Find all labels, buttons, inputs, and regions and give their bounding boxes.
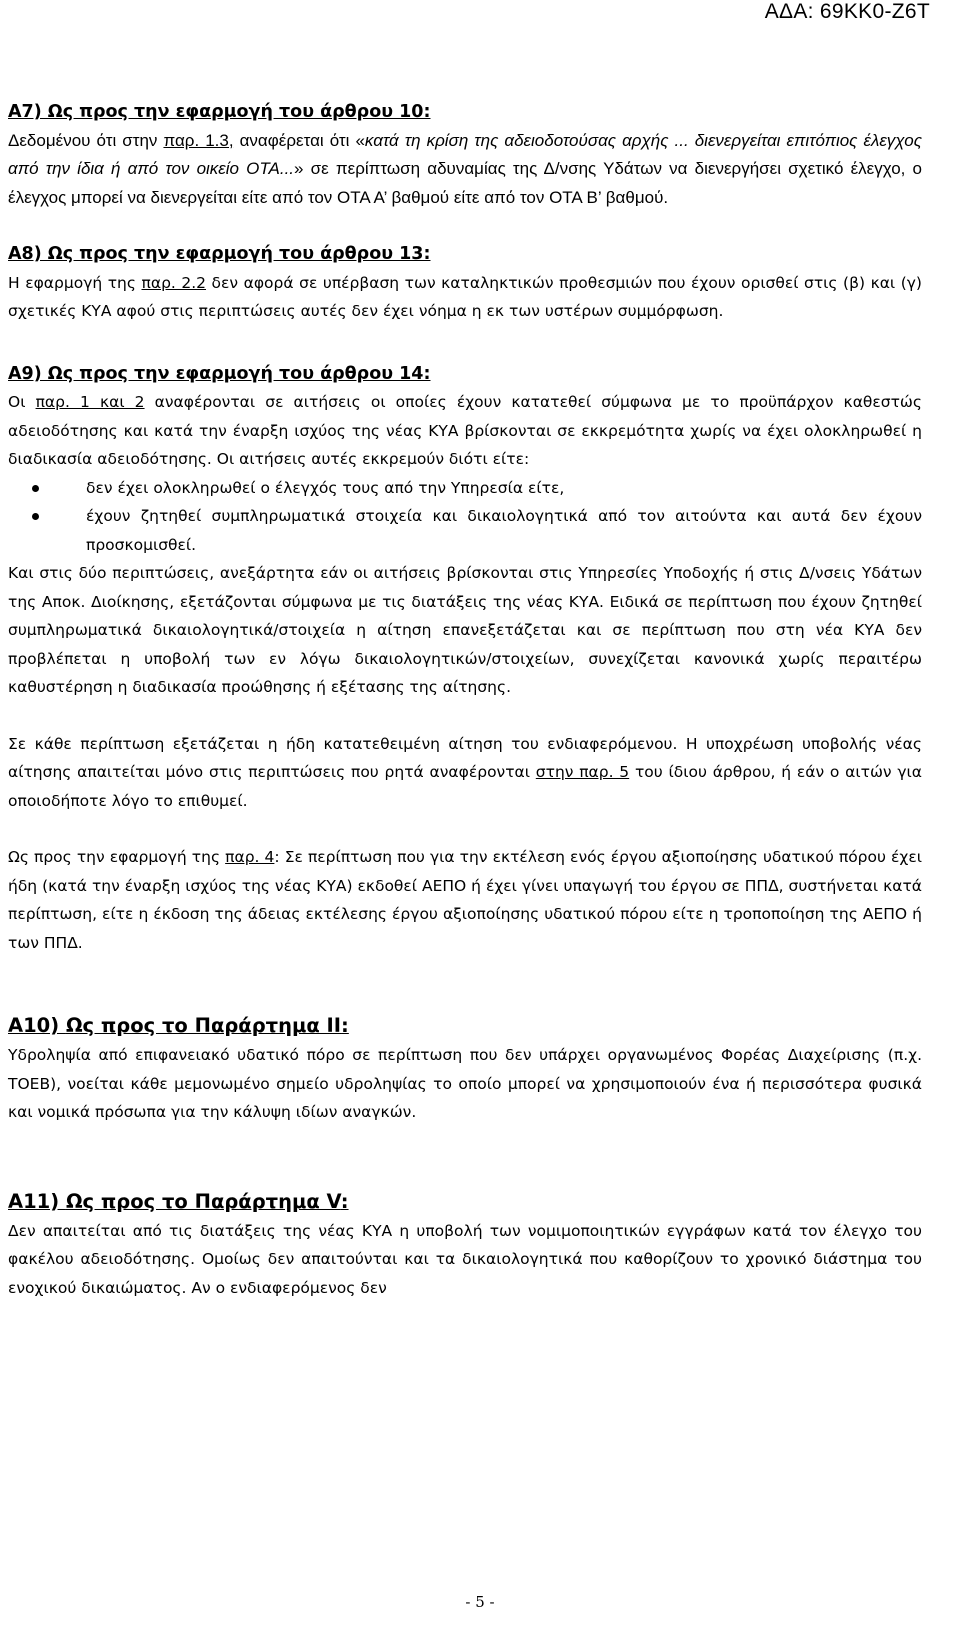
section-a8-heading: Α8) Ως προς την εφαρμογή του άρθρου 13: xyxy=(8,244,431,264)
section-a11-paragraph: Δεν απαιτείται από τις διατάξεις της νέας ΚΥΑ η υποβολή των νομιμοποιητικών εγγράφων κατά τον έλεγχο του φακέλου αδειοδότησης. Ομοίως δεν απαιτούνται και τα δικαιολογητικά που καθορίζουν το χρονικό διάστημα του ενοχικού δικαιώματος. Αν ο ενδιαφερόμενος δεν xyxy=(8,1221,922,1297)
document-body xyxy=(8,98,922,1302)
ada-code: ΑΔΑ: 69ΚΚ0-Ζ6Τ xyxy=(764,0,930,23)
section-a7-paragraph: Δεδομένου ότι στην παρ. 1.3, αναφέρεται ότι «κατά τη κρίση της αδειοδοτούσας αρχής ... διενεργείται επιτόπιος έλεγχος από την ίδια ή από τον οικείο ΟΤΑ...» σε περίπτωση αδυναμίας της Δ/νσης Υδάτων να διενεργήσει σχετικό έλεγχο, ο έλεγχος μπορεί να διενεργείται είτε από τον ΟΤΑ Α’ βαθμού είτε από τον ΟΤΑ Β’ βαθμού. xyxy=(8,130,923,207)
section-a10-paragraph: Υδροληψία από επιφανειακό υδατικό πόρο σε περίπτωση που δεν υπάρχει οργανωμένος Φορέας Διαχείρισης (π.χ. ΤΟΕΒ), νοείται κάθε μεμονωμένο σημείο υδροληψίας το οποίο μπορεί να χρησιμοποιούν ένα ή περισσότερα φυσικά και νομικά πρόσωπα για την κάλυψη ιδίων αναγκών. xyxy=(8,1046,922,1121)
page-number: - 5 - xyxy=(465,1593,495,1611)
section-a8-paragraph: Η εφαρμογή της παρ. 2.2 δεν αφορά σε υπέρβαση των καταληκτικών προθεσμιών που έχουν ορισθεί στις (β) και (γ) σχετικές ΚΥΑ αφού στις περιπτώσεις αυτές δεν έχει νόημα η εκ των υστέρων συμμόρφωση. xyxy=(8,273,922,320)
section-a9-heading: Α9) Ως προς την εφαρμογή του άρθρου 14: xyxy=(8,363,431,384)
section-a9-paragraph-4: Ως προς την εφαρμογή της παρ. 4: Σε περίπτωση που για την εκτέλεση ενός έργου αξιοποίησης υδατικού πόρου έχει ήδη (κατά την έναρξη ισχύος της νέας ΚΥΑ) εκδοθεί ΑΕΠΟ ή έχει γίνει υπαγωγή του έργου σε ΠΠΔ, συστήνεται κατά περίπτωση, είτε η έκδοση της άδειας εκτέλεσης έργου αξιοποίησης υδατικού πόρου είτε η τροποποίηση της ΑΕΠΟ ή των ΠΠΔ. xyxy=(8,848,923,952)
bullet-list xyxy=(8,474,922,560)
bullet-icon xyxy=(32,513,39,520)
section-a9-paragraph-1: Οι παρ. 1 και 2 αναφέρονται σε αιτήσεις οι οποίες έχουν κατατεθεί σύμφωνα με το προϋπάρχον καθεστώς αδειοδότησης και κατά την έναρξη ισχύος της νέας ΚΥΑ βρίσκονται σε εκκρεμότητα χωρίς να έχει ολοκληρωθεί η διαδικασία αδειοδότησης. Οι αιτήσεις αυτές εκκρεμούν διότι είτε: xyxy=(8,393,922,468)
list-item: δεν έχει ολοκληρωθεί ο έλεγχός τους από την Υπηρεσία είτε, xyxy=(72,474,922,503)
section-a11-heading: Α11) Ως προς το Παράρτημα V: xyxy=(8,1189,349,1213)
section-a7-heading: Α7) Ως προς την εφαρμογή του άρθρου 10: xyxy=(8,102,431,122)
ref-link: παρ. 1.3, xyxy=(163,130,234,150)
ref-link: παρ. 4 xyxy=(225,848,275,866)
quote: κατά τη κρίση της αδειοδοτούσας αρχής ... διενεργείται επιτόπιος έλεγχος από την ίδια ή από τον οικείο ΟΤΑ... xyxy=(8,130,923,178)
list-item: έχουν ζητηθεί συμπληρωματικά στοιχεία και δικαιολογητικά από τον αιτούντα και αυτά δεν έχουν προσκομισθεί. xyxy=(72,502,922,559)
section-a10-heading: Α10) Ως προς το Παράρτημα ΙΙ: xyxy=(8,1014,349,1037)
section-a9-paragraph-3: Σε κάθε περίπτωση εξετάζεται η ήδη κατατεθειμένη αίτηση του ενδιαφερόμενου. Η υποχρέωση υποβολής νέας αίτησης απαιτείται μόνο στις περιπτώσεις που ρητά αναφέρονται στην παρ. 5 του ίδιου άρθρου, ή εάν ο αιτών για οποιοδήποτε λόγο το επιθυμεί. xyxy=(8,734,922,810)
ref-link: στην παρ. 5 xyxy=(535,763,630,781)
ref-link: παρ. 1 και 2 xyxy=(35,393,145,411)
ref-link: παρ. 2.2 xyxy=(141,273,207,292)
bullet-icon xyxy=(32,485,39,492)
section-a9-paragraph-2: Και στις δύο περιπτώσεις, ανεξάρτητα εάν οι αιτήσεις βρίσκονται στις Υπηρεσίες Υποδοχής ή στις Δ/νσεις Υδάτων της Αποκ. Διοίκησης, εξετάζονται σύμφωνα με τις διατάξεις της νέας ΚΥΑ. Ειδικά σε περίπτωση που έχουν ζητηθεί συμπληρωματικά δικαιολογητικά/στοιχεία η αίτηση επανεξετάζεται και σε περίπτωση που στη νέα ΚΥΑ δεν προβλέπεται η υποβολή των εν λόγω δικαιολογητικών/στοιχείων, συνεχίζεται κανονικά χωρίς περαιτέρω καθυστέρηση η διαδικασία προώθησης ή εξέτασης της αίτησης. xyxy=(8,564,922,696)
